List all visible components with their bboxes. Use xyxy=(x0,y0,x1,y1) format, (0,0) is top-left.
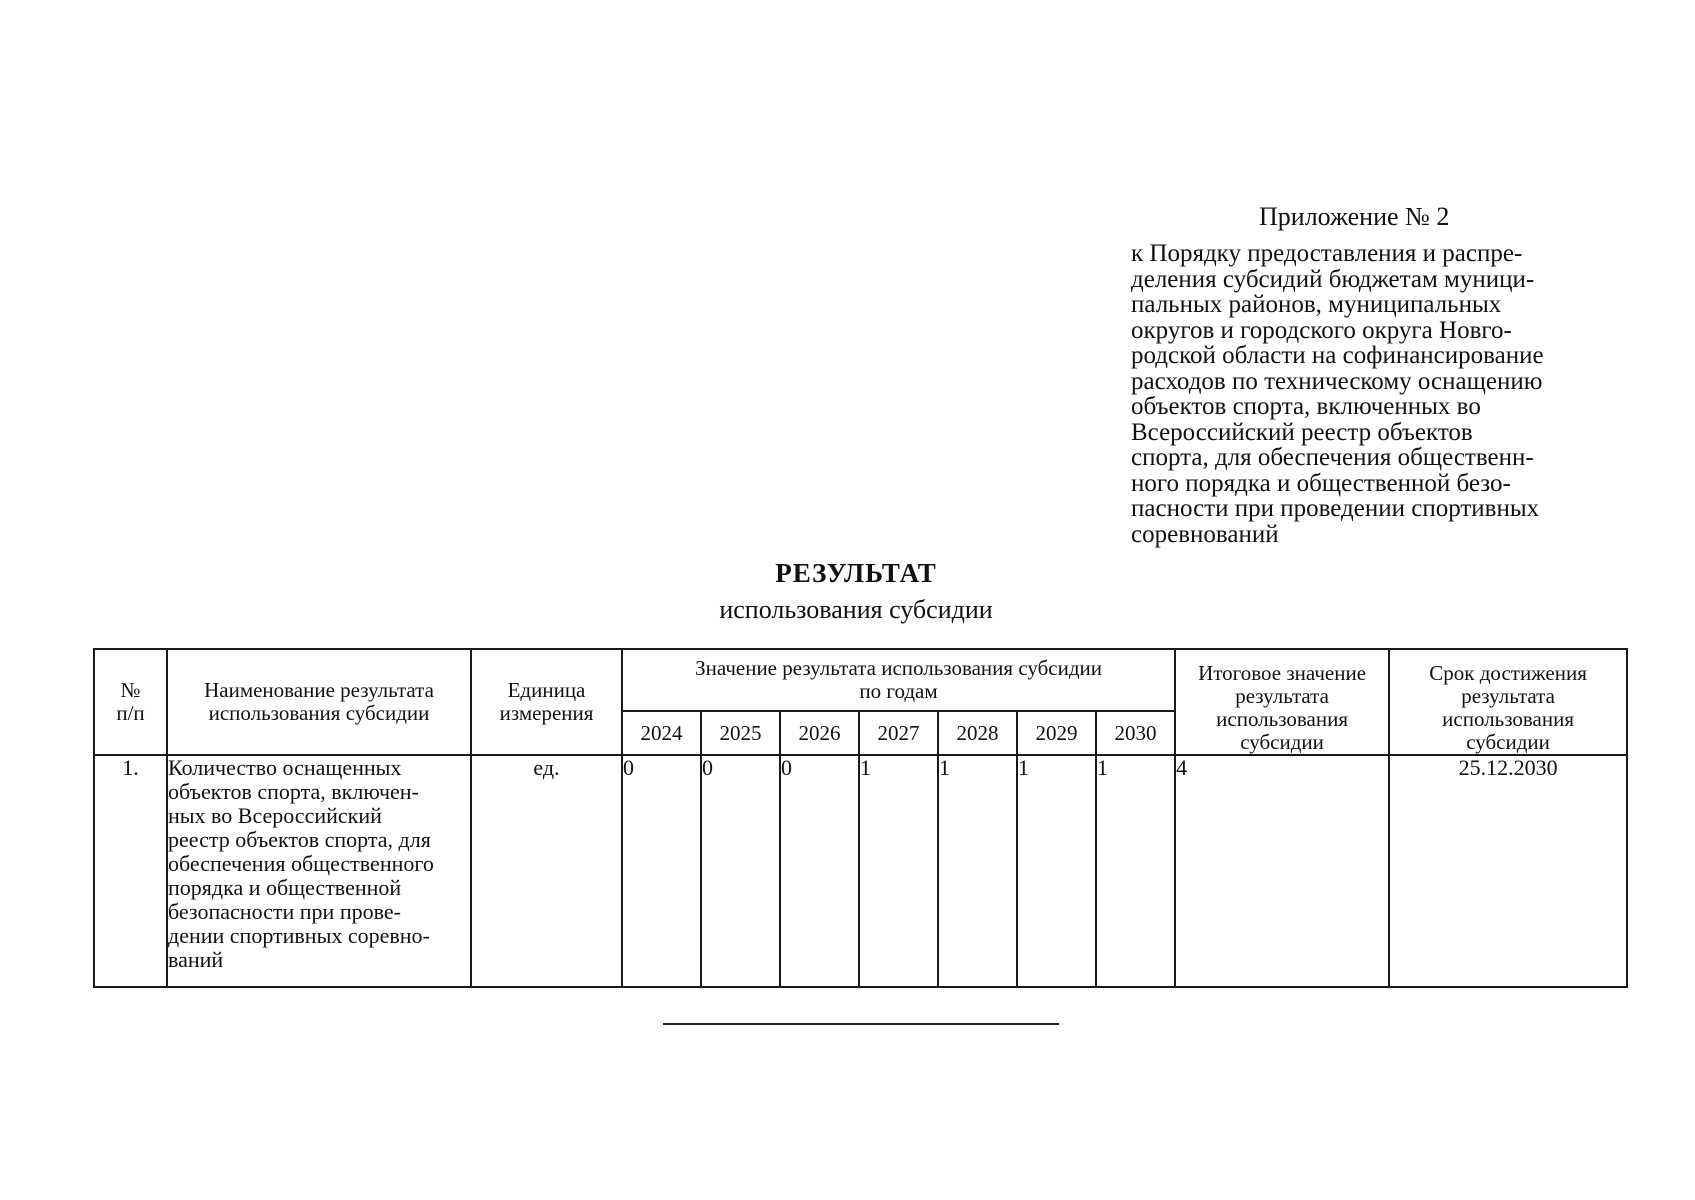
row-value-2029: 1 xyxy=(1017,755,1096,987)
row-value-2025: 0 xyxy=(701,755,780,987)
header-total xyxy=(1175,649,1389,755)
header-unit-label: Единица измерения xyxy=(499,678,594,725)
header-total-label: Итоговое значение результата использования субсидии xyxy=(1198,661,1367,754)
header-unit xyxy=(471,649,622,755)
header-year-2025: 2025 xyxy=(701,711,780,755)
row-value-2027: 1 xyxy=(859,755,938,987)
row-deadline: 25.12.2030 xyxy=(1389,755,1627,987)
row-value-2024: 0 xyxy=(622,755,701,987)
header-values-group-label: Значение результата использования субсидии по годам xyxy=(695,656,1102,703)
header-year-2026: 2026 xyxy=(780,711,859,755)
appendix-title: Приложение № 2 xyxy=(1259,202,1450,231)
document-title: РЕЗУЛЬТАТ xyxy=(775,558,937,588)
row-name xyxy=(167,755,471,987)
header-deadline xyxy=(1389,649,1627,755)
header-values-group xyxy=(622,649,1175,711)
row-value-2030: 1 xyxy=(1096,755,1175,987)
header-deadline-label: Срок достижения результата использования субсидии xyxy=(1429,661,1587,754)
header-name xyxy=(167,649,471,755)
row-name-text: Количество оснащенных объектов спорта, включен- ных во Всероссийский реестр объектов спорта, для обеспечения общественного порядка и общественной безопасности при прове- дении спортивных соревно- ваний xyxy=(168,755,434,972)
header-year-2027: 2027 xyxy=(859,711,938,755)
footer-divider xyxy=(663,1023,1059,1025)
row-unit: ед. xyxy=(471,755,622,987)
header-year-2028: 2028 xyxy=(938,711,1017,755)
appendix-text: к Порядку предоставления и распре- деления субсидий бюджетам муници- пальных районов, муниципальных округов и городского округа Новго- родской области на софинансирование расходов по техническому оснащению объектов спорта, включенных во Всероссийский реестр объектов спорта, для обеспечения общественн- ного порядка и общественной безо- пасности при проведении спортивных соревнований xyxy=(1131,240,1544,548)
header-number xyxy=(94,649,167,755)
row-value-2028: 1 xyxy=(938,755,1017,987)
result-table xyxy=(93,648,1628,988)
table-row xyxy=(94,755,1627,987)
header-name-label: Наименование результата использования субсидии xyxy=(204,678,434,725)
row-total: 4 xyxy=(1175,755,1389,987)
header-year-2029: 2029 xyxy=(1017,711,1096,755)
row-value-2026: 0 xyxy=(780,755,859,987)
row-number: 1. xyxy=(94,755,167,987)
header-year-2024: 2024 xyxy=(622,711,701,755)
document-subtitle: использования субсидии xyxy=(719,595,993,624)
header-number-label: № п/п xyxy=(116,678,145,725)
header-year-2030: 2030 xyxy=(1096,711,1175,755)
